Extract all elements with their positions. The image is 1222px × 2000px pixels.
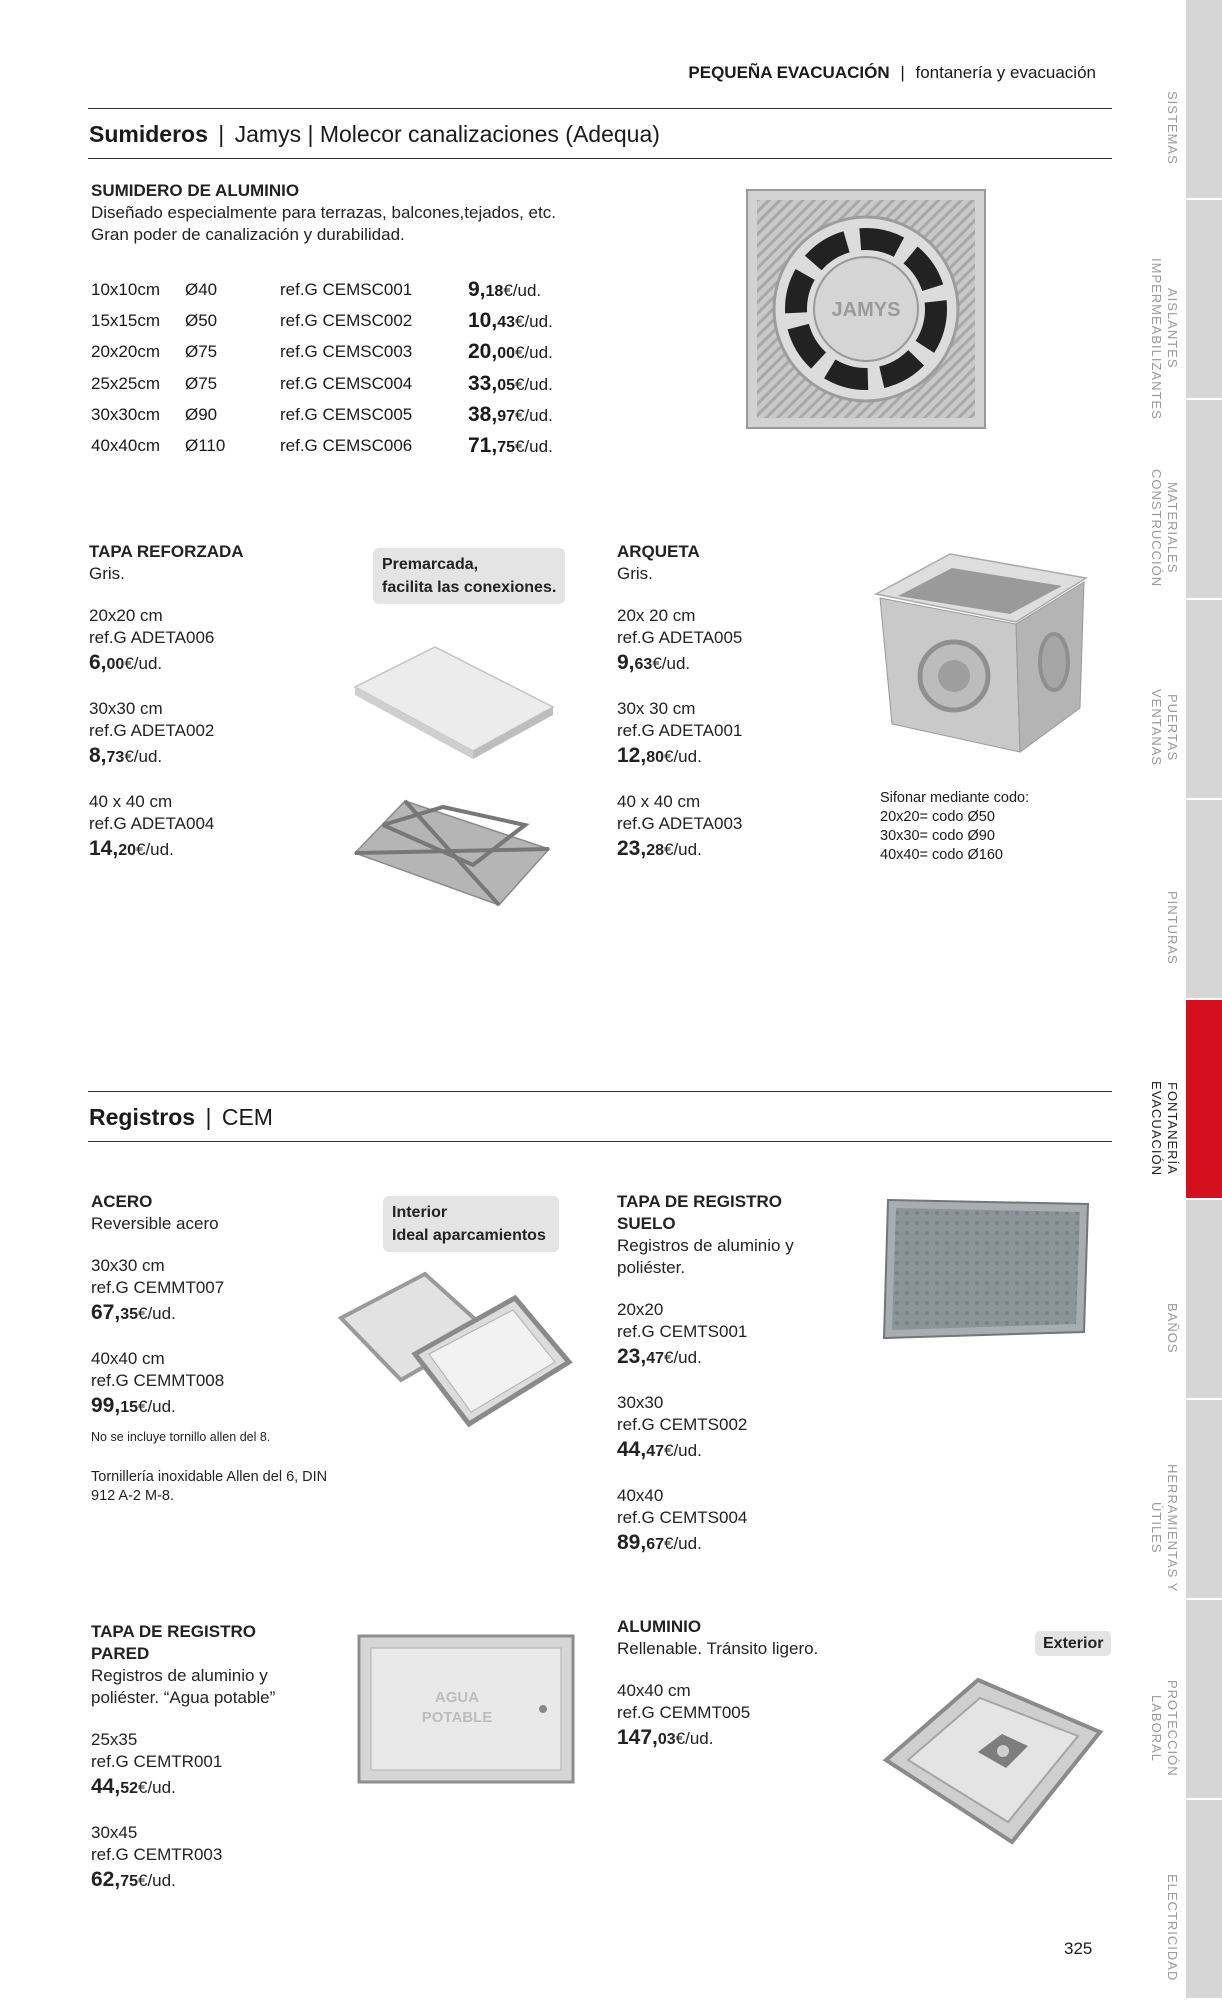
section-rule [88,1141,1112,1142]
svg-text:POTABLE: POTABLE [421,1709,493,1726]
side-tab[interactable] [1186,1000,1222,1200]
page-number: 325 [1064,1939,1093,1958]
side-tab-label: HERRAMIENTAS Y ÚTILES [1149,1463,1180,1593]
ref: ref.G ADETA003 [617,814,743,833]
page-header: PEQUEÑA EVACUACIÓN | fontanería y evacuación [688,63,1096,82]
size: 30x45 [91,1823,138,1842]
price: 23,28€/ud. [617,837,702,860]
price: 99,15€/ud. [91,1394,176,1417]
size: 25x35 [91,1730,138,1749]
acero-note: No se incluye tornillo allen del 8. [91,1430,271,1444]
side-tab-label: AISLANTES IMPERMEABILIZANTES [1149,258,1180,420]
size: 20x20 [617,1300,664,1319]
ref: ref.G ADETA006 [89,628,215,647]
tapa-pared-image [357,1634,575,1784]
product-desc: Registros de aluminio y [617,1236,794,1255]
side-tab-label: FONTANERÍA EVACUACIÓN [1149,1080,1180,1176]
product-tapa-pared [91,1621,321,1893]
table-row: 25x25cm Ø75 ref.G CEMSC004 33,05€/ud. [91,368,553,399]
ref: ref.G ADETA001 [617,721,743,740]
side-tab[interactable] [1186,1200,1222,1400]
product-title: ACERO [91,1192,153,1211]
price: 20,00€/ud. [468,340,553,364]
ref: ref.G CEMTS004 [617,1508,748,1527]
section-brand: CEM [221,1104,273,1130]
product-title: ARQUETA [617,542,700,561]
product-title: SUELO [617,1214,676,1233]
product-acero [91,1191,371,1506]
price: 147,03€/ud. [617,1726,714,1749]
table-row: 10x10cm Ø40 ref.G CEMSC001 9,18€/ud. [91,274,553,305]
section-rule [88,158,1112,159]
side-tab-label: ELECTRICIDAD [1165,1874,1180,1982]
arqueta-sifon-note: Sifonar mediante codo: 20x20= codo Ø50 30x30= codo Ø90 40x40= codo Ø160 [880,790,1030,863]
side-tab-label: BAÑOS [1165,1302,1180,1354]
table-row: 40x40cm Ø110 ref.G CEMSC006 71,75€/ud. [91,430,553,461]
product-title: TAPA DE REGISTRO [617,1192,782,1211]
product-title: TAPA DE REGISTRO [91,1622,256,1641]
product-title: SUMIDERO DE ALUMINIO [91,181,300,200]
section-title-registros: Registros | CEM [89,1104,273,1130]
side-tab-label: PUERTAS VENTANAS [1149,689,1180,767]
price: 8,73€/ud. [89,744,163,767]
side-tab[interactable] [1186,600,1222,800]
size-option [617,1392,847,1463]
product-desc: poliéster. [617,1258,686,1277]
side-tab-label: PROTECCIÓN LABORAL [1149,1679,1180,1777]
size: 40 x 40 cm [89,792,173,811]
product-aluminio [617,1616,877,1751]
product-title: PARED [91,1644,150,1663]
product-desc: Rellenable. Tránsito ligero. [617,1639,819,1658]
product-desc: Registros de aluminio y [91,1666,268,1685]
price: 62,75€/ud. [91,1868,176,1891]
size-option [89,698,319,769]
product-desc: Gris. [89,564,125,583]
size-option [91,1255,371,1326]
size: 30x30 cm [91,1256,165,1275]
side-tab[interactable] [1186,800,1222,1000]
section-title-sumideros: Sumideros | Jamys | Molecor canalizaciones (Adequa) [89,121,660,147]
size-option [617,791,817,862]
ref: ref.G CEMMT008 [91,1371,225,1390]
size-option [617,1680,877,1751]
tapa-suelo-image [882,1198,1094,1340]
product-desc: Reversible acero [91,1214,219,1233]
price: 10,43€/ud. [468,308,553,332]
section-rule [88,1091,1112,1092]
header-rule [88,108,1112,109]
side-tab-label: PINTURAS [1165,891,1180,965]
badge-exterior: Exterior [1035,1631,1111,1656]
product-title: TAPA REFORZADA [89,542,244,561]
table-row: 20x20cm Ø75 ref.G CEMSC003 20,00€/ud. [91,337,553,368]
table-row: 15x15cm Ø50 ref.G CEMSC002 10,43€/ud. [91,305,553,336]
price: 33,05€/ud. [468,371,553,395]
badge-interior: Interior Ideal aparcamientos [383,1196,559,1252]
side-tab[interactable] [1186,200,1222,400]
size-option [617,1485,847,1556]
price: 44,47€/ud. [617,1438,702,1461]
size: 30x30 [617,1393,664,1412]
price: 38,97€/ud. [468,402,553,426]
size-option [91,1729,321,1800]
size: 30x 30 cm [617,699,696,718]
product-desc: Gran poder de canalización y durabilidad. [91,225,405,244]
ref: ref.G CEMTS002 [617,1415,748,1434]
tapa-reforzada-image [343,635,563,915]
svg-text:AGUA: AGUA [434,1689,480,1706]
price: 9,18€/ud. [468,277,542,301]
price: 6,00€/ud. [89,651,163,674]
product-desc: Diseñado especialmente para terrazas, balcones,tejados, etc. [91,203,556,222]
side-tab[interactable] [1186,0,1222,200]
table-row: 30x30cm Ø90 ref.G CEMSC005 38,97€/ud. [91,399,553,430]
size: 30x30 cm [89,699,163,718]
product-tapa-reforzada [89,541,319,862]
size: 40x40 [617,1486,664,1505]
size-option [617,1299,847,1370]
price: 89,67€/ud. [617,1531,702,1554]
arqueta-image [870,548,1092,758]
product-sumidero [91,180,651,246]
ref: ref.G ADETA005 [617,628,743,647]
ref: ref.G CEMMT005 [617,1703,751,1722]
ref: ref.G ADETA004 [89,814,215,833]
size-option [91,1348,371,1419]
acero-image [337,1262,577,1432]
size-option [89,791,319,862]
ref: ref.G CEMMT007 [91,1278,225,1297]
badge-premarcada: Premarcada, facilita las conexiones. [373,548,565,604]
price: 9,63€/ud. [617,651,691,674]
size-option [91,1822,321,1893]
price: 14,20€/ud. [89,837,174,860]
ref: ref.G CEMTR001 [91,1752,223,1771]
sumidero-price-table [91,274,553,462]
size: 20x20 cm [89,606,163,625]
acero-note: 912 A-2 M-8. [91,1488,175,1504]
aluminio-image [882,1676,1104,1846]
product-title: ALUMINIO [617,1617,702,1636]
price: 71,75€/ud. [468,434,553,458]
side-tab[interactable] [1186,1600,1222,1800]
size-option [89,605,319,676]
ref: ref.G CEMTS001 [617,1322,748,1341]
size: 40 x 40 cm [617,792,701,811]
size-option [617,698,817,769]
sumidero-image [745,188,987,430]
product-desc: Gris. [617,564,653,583]
header-subcategory: fontanería y evacuación [915,63,1096,82]
svg-text:JAMYS: JAMYS [831,299,901,321]
size: 40x40 cm [617,1681,691,1700]
acero-note: Tornillería inoxidable Allen del 6, DIN [91,1469,328,1485]
side-tab[interactable] [1186,1400,1222,1600]
size: 20x 20 cm [617,606,696,625]
header-category: PEQUEÑA EVACUACIÓN [688,63,890,82]
size-option [617,605,817,676]
ref: ref.G CEMTR003 [91,1845,223,1864]
price: 12,80€/ud. [617,744,702,767]
section-brand: Jamys | Molecor canalizaciones (Adequa) [234,121,660,147]
price: 67,35€/ud. [91,1301,176,1324]
product-arqueta [617,541,817,862]
product-desc: poliéster. “Agua potable” [91,1688,276,1707]
ref: ref.G ADETA002 [89,721,215,740]
product-tapa-suelo [617,1191,847,1556]
price: 23,47€/ud. [617,1345,702,1368]
side-tab[interactable] [1186,400,1222,600]
side-tab[interactable] [1186,1800,1222,2000]
price: 44,52€/ud. [91,1775,176,1798]
side-tab-label: MATERIALES CONSTRUCCIÓN [1149,468,1180,588]
side-tab-label: SISTEMAS [1165,91,1180,165]
size: 40x40 cm [91,1349,165,1368]
